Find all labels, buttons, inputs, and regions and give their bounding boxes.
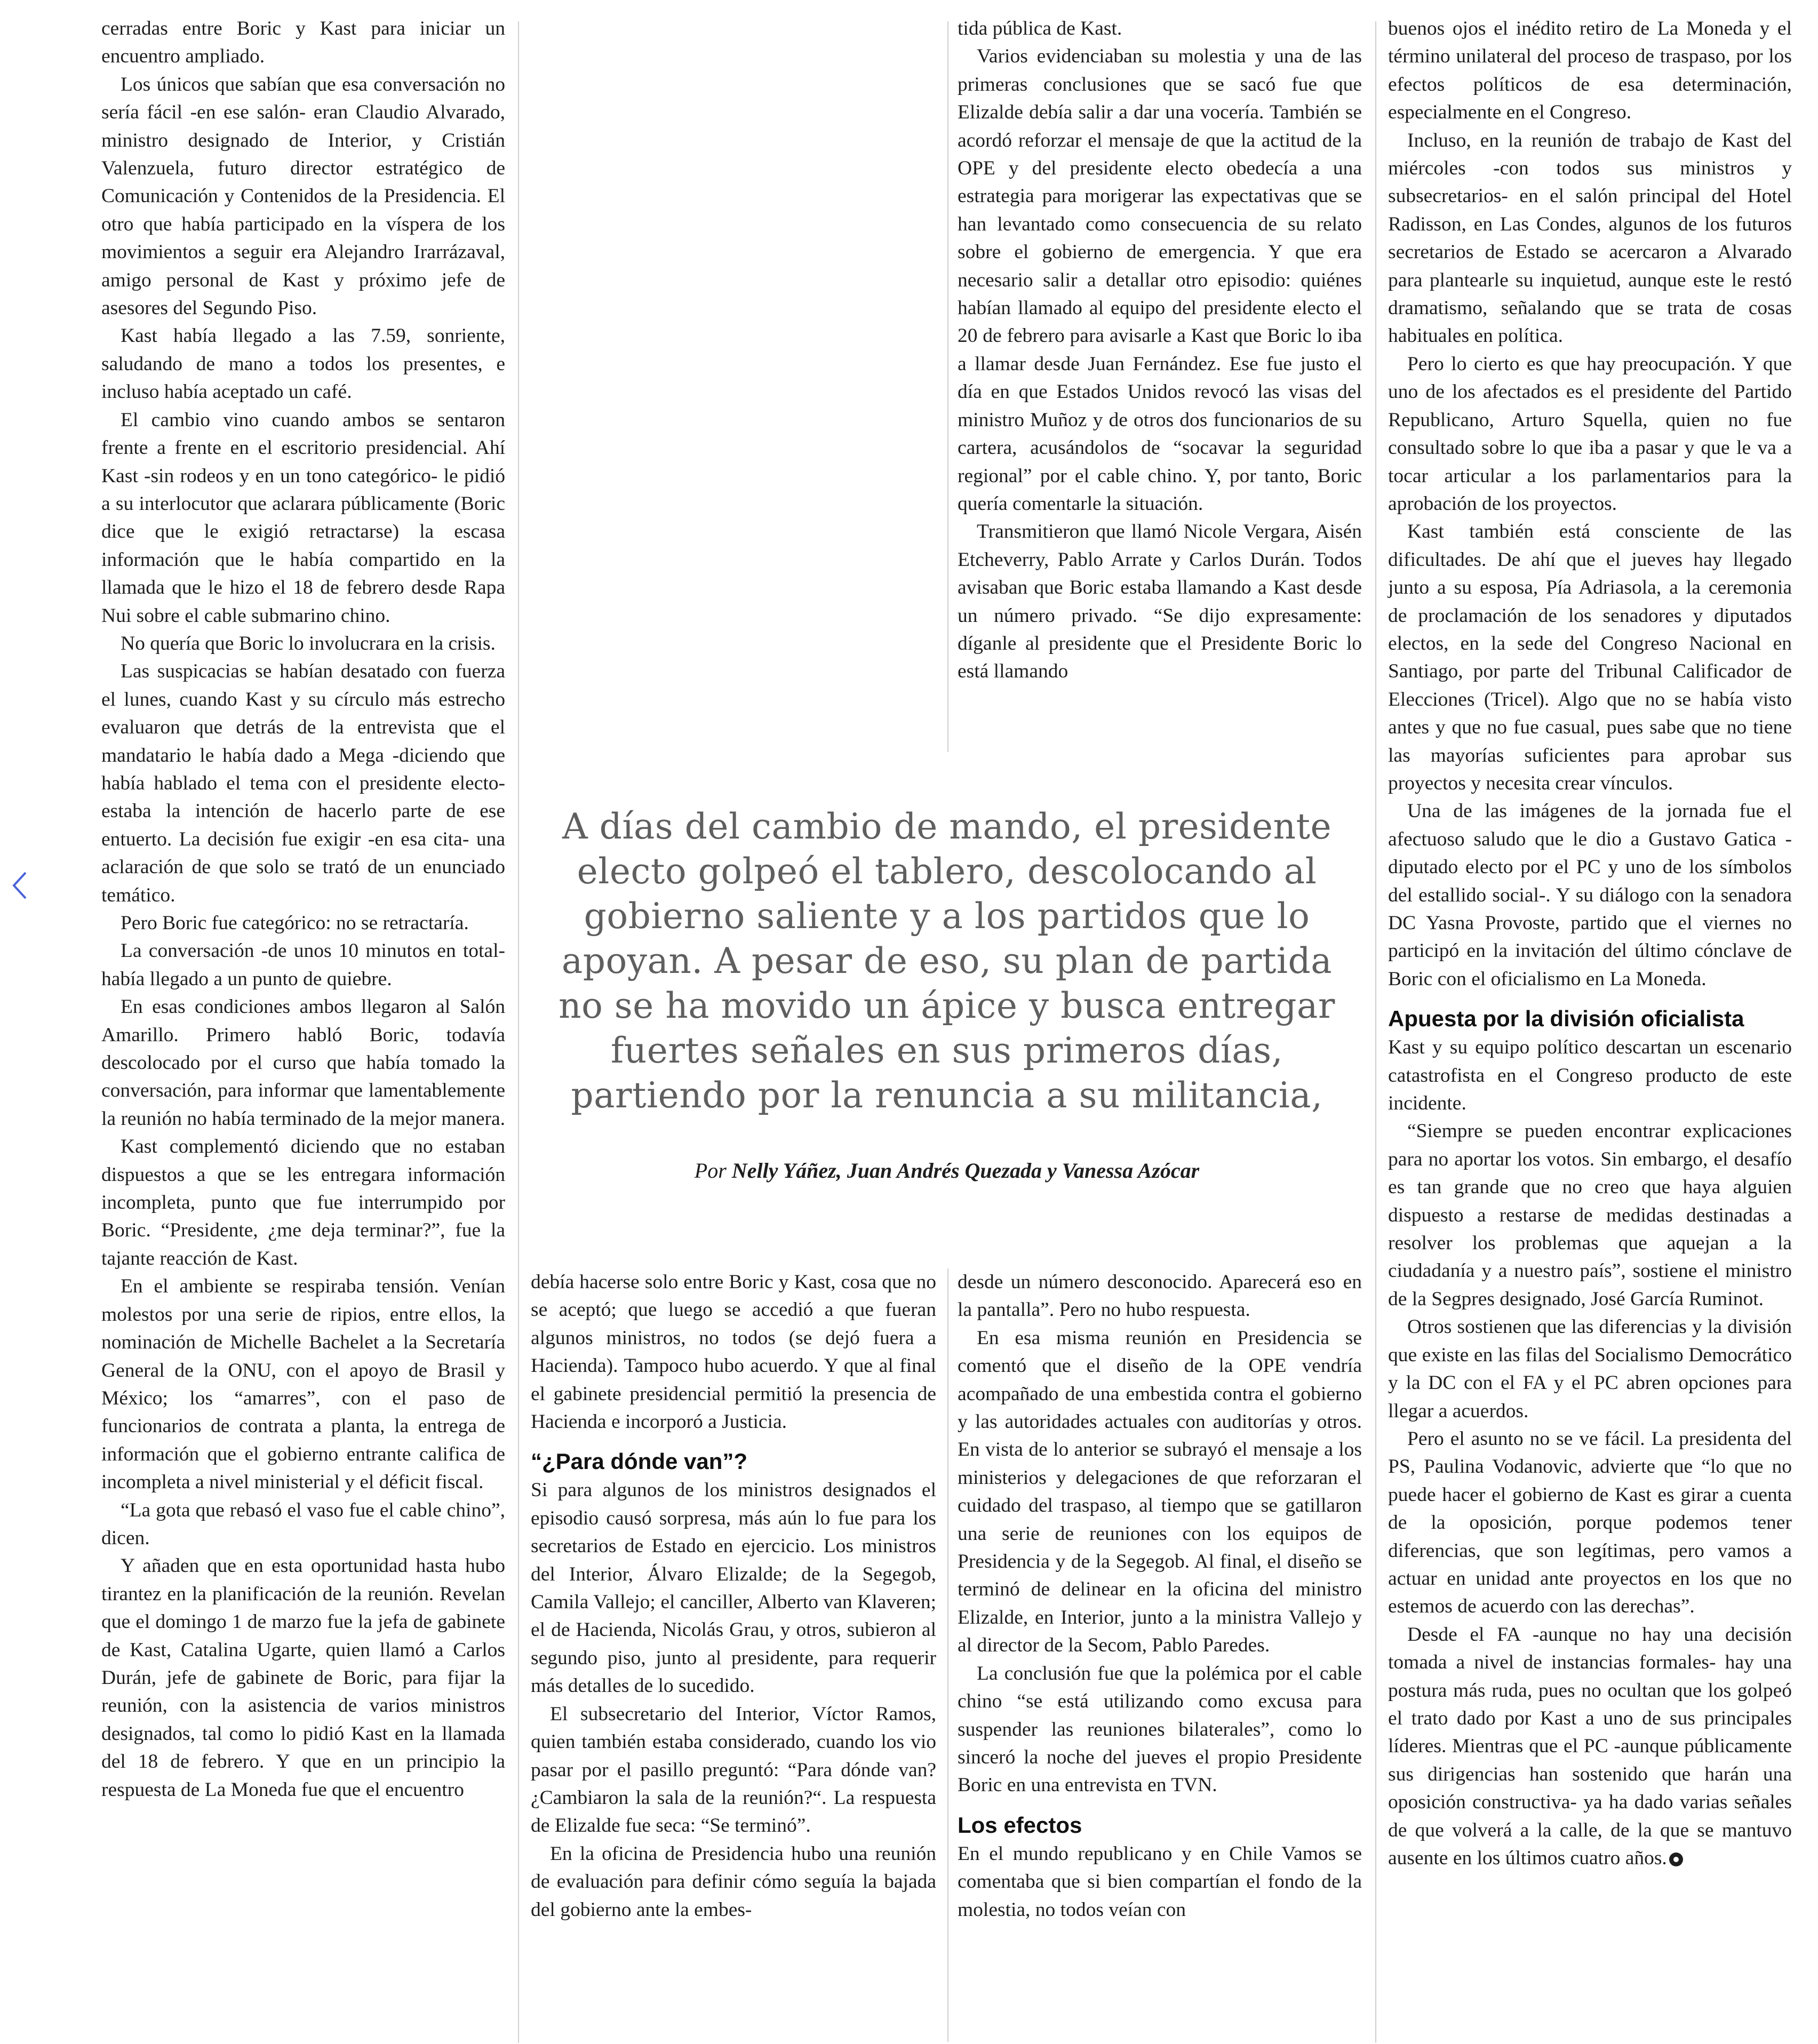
paragraph: tida pública de Kast. <box>958 18 1122 39</box>
paragraph: desde un número desconocido. Aparecerá eso en la pantalla”. Pero no hubo respuesta. <box>958 1271 1362 1321</box>
section-heading: “¿Para dónde van”? <box>531 1449 748 1474</box>
paragraph: Kast y su equipo político descartan un escenario catastrofista en el Congreso producto de este incidente. <box>1388 1036 1792 1115</box>
paragraph: Si para algunos de los ministros designados el episodio causó sorpresa, más aún lo fue para los secretarios de Estado en ejercicio. Los ministros del Interior, Álvaro Elizalde; de la Segegob, Camila Vallejo; el canciller, Alberto van Klaveren; el de Hacienda, Nicolás Grau, y otros, subieron al segundo piso, junto al presidente, para requerir más detalles de lo sucedido. <box>531 1479 936 1697</box>
column-rule <box>518 21 519 2043</box>
paragraph: La conversación -de unos 10 minutos en total- había llegado a un punto de quiebre. <box>101 940 505 990</box>
end-of-article-icon <box>1669 1853 1683 1866</box>
paragraph: Los únicos que sabían que esa conversación no sería fácil -en ese salón- eran Claudio Alvarado, ministro designado de Interior, y Cristián Valenzuela, futuro director estratégico de Comunicación y Contenidos de la Presidencia. El otro que había participado en la víspera de los movimientos a seguir era Alejandro Irarrázaval, amigo personal de Kast y próximo jefe de asesores del Segundo Piso. <box>101 73 505 320</box>
paragraph: Las suspicacias se habían desatado con fuerza el lunes, cuando Kast y su círculo más estrecho evaluaron que detrás de la entrevista que el mandatario le había dado a Mega -diciendo que había hablado el tema con el presidente electo- estaba la intención de hacerlo parte de ese entuerto. La decisión fue exigir -en esa cita- una aclaración de que solo se trató de un enunciado temático. <box>101 660 505 906</box>
paragraph: La conclusión fue que la polémica por el cable chino “se está utilizando como excusa para suspender las reuniones bilaterales”, como lo sinceró la noche del jueves el propio Presidente Boric en una entrevista en TVN. <box>958 1662 1362 1797</box>
paragraph: Varios evidenciaban su molestia y una de las primeras conclusiones que se sacó fue que Elizalde debía salir a dar una vocería. También se acordó reforzar el mensaje de que la actitud de la OPE y del presidente electo obedecía a una estrategia para morigerar las expectativas que se han levantado como consecuencia de su relato sobre el gobierno de emergencia. Y que era necesario salir a detallar otro episodio: quiénes habían llamado al equipo del presidente electo el 20 de febrero para avisarle a Kast que Boric lo iba a llamar desde Juan Fernández. Ese fue justo el día en que Estados Unidos revocó las visas del ministro Muñoz y de otros dos funcionarios de su cartera, acusándolos de “socavar la seguridad regional” por el cable chino. Y, por tanto, Boric quería comentarle la situación. <box>958 45 1362 515</box>
paragraph: Pero lo cierto es que hay preocupación. Y que uno de los afectados es el presidente del Partido Republicano, Arturo Squella, quien no fue consultado sobre lo que iba a pasar y que le va a tocar articular a los parlamentarios para la aprobación de los proyectos. <box>1388 353 1792 515</box>
paragraph: Pero Boric fue categórico: no se retractaría. <box>121 912 469 934</box>
byline-prefix: Por <box>694 1159 732 1183</box>
paragraph: En esa misma reunión en Presidencia se comentó que el diseño de la OPE vendría acompañado de una embestida contra el gobierno y las autoridades actuales con auditorías y otros. En vista de lo anterior se subrayó el mensaje a los ministerios y delegaciones de que reforzaran el cuidado del traspaso, al tiempo que se gatillaron una serie de reuniones con los equipos de Presidencia y de la Segegob. Al final, el diseño se terminó de delinear en la oficina del ministro Elizalde, en Interior, junto a la ministra Vallejo y al director de la Secom, Pablo Paredes. <box>958 1327 1362 1657</box>
paragraph: Kast había llegado a las 7.59, sonriente, saludando de mano a todos los presentes, e incluso había aceptado un café. <box>101 325 505 403</box>
section-heading: Apuesta por la división oficialista <box>1388 1006 1744 1032</box>
paragraph: Incluso, en la reunión de trabajo de Kast del miércoles -con todos sus ministros y subsecretarios- en el salón principal del Hotel Radisson, en Las Condes, algunos de los futuros secretarios de Estado se acercaron a Alvarado para plantearle su inquietud, aunque este le restó dramatismo, señalando que se trata de cosas habituales en política. <box>1388 129 1792 347</box>
paragraph: Una de las imágenes de la jornada fue el afectuoso saludo que le dio a Gustavo Gatica -diputado electo por el PC y uno de los símbolos del estallido social-. Y su diálogo con la senadora DC Yasna Provoste, partido que el viernes no participó en la invitación del último cónclave de Boric con el oficialismo en La Moneda. <box>1388 800 1792 990</box>
paragraph: Pero el asunto no se ve fácil. La presidenta del PS, Paulina Vodanovic, advierte que “lo que no puede hacer el gobierno de Kast es girar a cuenta de la oposición, porque podemos tener diferencias, que son legítimas, pero vamos a actuar en unidad ante proyectos en los que no estemos de acuerdo con las derechas”. <box>1388 1427 1792 1618</box>
article-column-1 <box>101 15 505 1804</box>
paragraph: En el mundo republicano y en Chile Vamos se comentaba que si bien compartían el fondo de la molestia, no todos veían con <box>958 1842 1362 1921</box>
paragraph: Kast también está consciente de las dificultades. De ahí que el jueves hay llegado junto a su esposa, Pía Adriasola, a la ceremonia de proclamación de los senadores y diputados electos, en la sede del Congreso Nacional en Santiago, por parte del Tribunal Calificador de Elecciones (Tricel). Algo que no se había visto antes y que no fue casual, pues sabe que no tiene las mayorías suficientes para aprobar sus proyectos y necesita crear vínculos. <box>1388 521 1792 794</box>
paragraph: cerradas entre Boric y Kast para iniciar un encuentro ampliado. <box>101 18 505 68</box>
column-rule <box>947 1268 948 2042</box>
paragraph: debía hacerse solo entre Boric y Kast, cosa que no se aceptó; que luego se accedió a que fueran algunos ministros, no todos (se dejó fuera a Hacienda). Tampoco hubo acuerdo. Y que al final el gabinete presidencial permitió la presencia de Hacienda e incorporó a Justicia. <box>531 1271 936 1433</box>
byline <box>539 1157 1355 1184</box>
paragraph: No quería que Boric lo involucrara en la crisis. <box>121 632 496 654</box>
paragraph: En la oficina de Presidencia hubo una reunión de evaluación para definir cómo seguía la bajada del gobierno ante la embes- <box>531 1842 936 1921</box>
paragraph: “Siempre se pueden encontrar explicaciones para no aportar los votos. Sin embargo, el desafío es tan grande que no creo que haya alguien dispuesto a restarse de medidas destinadas a resolver los problemas que aquejan a la ciudadanía y a nuestro país”, sostiene el ministro de la Segpres designado, José García Ruminot. <box>1388 1120 1792 1310</box>
article-column-2 <box>531 1268 936 1924</box>
paragraph: El subsecretario del Interior, Víctor Ramos, quien también estaba considerado, cuando los vio pasar por el pasillo preguntó: “Para dónde van? ¿Cambiaron la sala de la reunión?“. La respuesta de Elizalde fue seca: “Se terminó”. <box>531 1703 936 1837</box>
paragraph: “La gota que rebasó el vaso fue el cable chino”, dicen. <box>101 1499 505 1549</box>
paragraph: buenos ojos el inédito retiro de La Moneda y el término unilateral del proceso de traspaso, por los efectos políticos de esa determinación, especialmente en el Congreso. <box>1388 18 1792 124</box>
chevron-left-icon[interactable] <box>11 869 29 901</box>
article-column-4 <box>1388 15 1792 1872</box>
paragraph: En el ambiente se respiraba tensión. Venían molestos por una serie de ripios, entre ellos, la nominación de Michelle Bachelet a la Secretaría General de la ONU, con el apoyo de Brasil y México; los “amarres”, con el paso de funcionarios de contrata a planta, la entrega de información que el gobierno entrante califica de incompleta a nivel ministerial y el déficit fiscal. <box>101 1275 505 1494</box>
paragraph: Transmitieron que llamó Nicole Vergara, Aisén Etcheverry, Pablo Arrate y Carlos Durán. Todos avisaban que Boric estaba llamando a Kast desde un número privado. “Se dijo expresamente: díganle al presidente que el Presidente Boric lo está llamando <box>958 521 1362 683</box>
paragraph: En esas condiciones ambos llegaron al Salón Amarillo. Primero habló Boric, todavía descolocado por el curso que había tomado la conversación, para informar que lamentablemente la reunión no había terminado de la mejor manera. <box>101 996 505 1130</box>
article-column-3-bottom <box>958 1268 1362 1924</box>
paragraph: Kast complementó diciendo que no estaban dispuestos a que se les entregara información incompleta, punto que fue interrumpido por Boric. “Presidente, ¿me deja terminar?”, fue la tajante reacción de Kast. <box>101 1136 505 1269</box>
paragraph: El cambio vino cuando ambos se sentaron frente a frente en el escritorio presidencial. Ahí Kast -sin rodeos y en un tono categórico- le pidió a su interlocutor que aclarara públicamente (Boric dice que le exigió retractarse) la escasa información que le había compartido en la llamada que le hizo el 18 de febrero desde Rapa Nui sobre el cable submarino chino. <box>101 409 505 627</box>
paragraph-text: Desde el FA -aunque no hay una decisión tomada a nivel de instancias formales- hay una postura más ruda, pues no ocultan que los golpeó el trato dado por Kast a uno de sus principales líderes. Mientras que el PC -aunque públicamente sus dirigencias han sostenido que harán una oposición constructiva- ya ha dado varias señales de que volverá a la calle, de la que se mantuvo ausente en los últimos cuatro años. <box>1388 1623 1792 1869</box>
column-rule <box>947 21 948 752</box>
paragraph <box>1388 1621 1792 1873</box>
section-heading: Los efectos <box>958 1812 1082 1838</box>
pull-quote: A días del cambio de mando, el presidente electo golpeó el tablero, descolocando al gobierno saliente y a los partidos que lo apoyan. A pesar de eso, su plan de partida no se ha movido un ápice y busca entregar fuertes señales en sus primeros días, partiendo por la renuncia a su militancia, <box>559 806 1335 1116</box>
byline-authors: Nelly Yáñez, Juan Andrés Quezada y Vanessa Azócar <box>731 1159 1200 1183</box>
article-column-3 <box>958 15 1362 686</box>
paragraph: Y añaden que en esta oportunidad hasta hubo tirantez en la planificación de la reunión. Revelan que el domingo 1 de marzo fue la jefa de gabinete de Kast, Catalina Ugarte, quien llamó a Carlos Durán, jefe de gabinete de Boric, para fijar la reunión, con la asistencia de varios ministros designados, tal como lo pidió Kast en la llamada del 18 de febrero. Y que en un principio la respuesta de La Moneda fue que el encuentro <box>101 1555 505 1801</box>
column-rule <box>1375 21 1376 2043</box>
paragraph: Otros sostienen que las diferencias y la división que existe en las filas del Socialismo Democrático y la DC con el FA y el PC abren opciones para llegar a acuerdos. <box>1388 1316 1792 1422</box>
